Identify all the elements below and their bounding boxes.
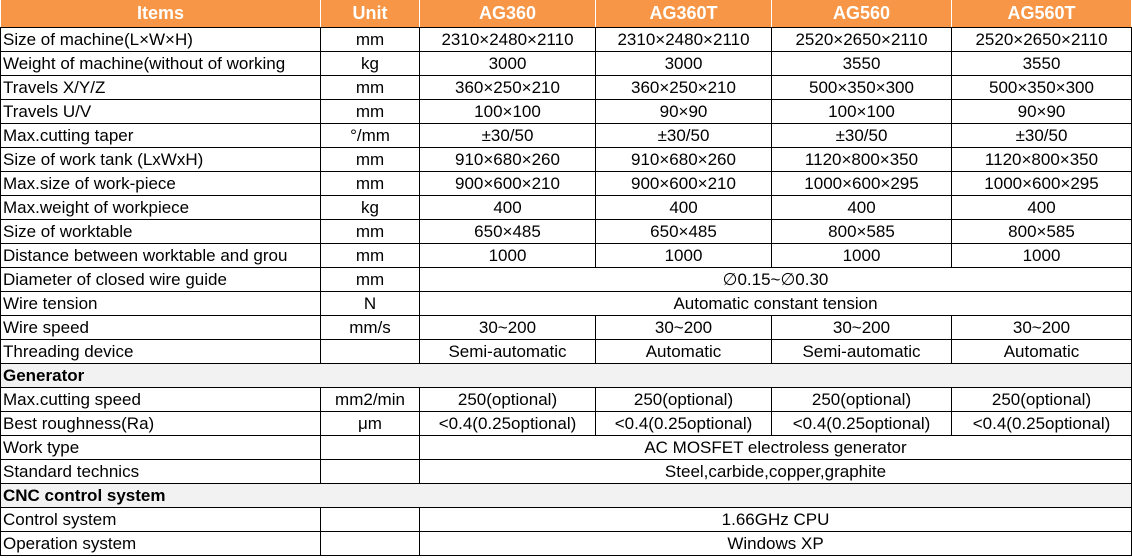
row-value: 400 [952, 196, 1132, 220]
table-row [1, 172, 1132, 196]
row-unit: kg [321, 196, 420, 220]
table-row [1, 100, 1132, 124]
header-unit: Unit [321, 0, 420, 28]
row-value: 3000 [596, 52, 772, 76]
row-value-all-models: Steel,carbide,copper,graphite [420, 460, 1132, 484]
row-value-all-models: AC MOSFET electroless generator [420, 436, 1132, 460]
row-unit [321, 340, 420, 364]
row-value: 30~200 [772, 316, 952, 340]
row-value: 1000 [772, 244, 952, 268]
row-value: 400 [596, 196, 772, 220]
row-label: Wire tension [1, 292, 321, 316]
row-unit [321, 436, 420, 460]
row-value: 500×350×300 [952, 76, 1132, 100]
row-label: Diameter of closed wire guide [1, 268, 321, 292]
row-label: Work type [1, 436, 321, 460]
row-label: Max.weight of workpiece [1, 196, 321, 220]
row-label: Standard technics [1, 460, 321, 484]
table-row [1, 220, 1132, 244]
row-label: Size of work tank (LxWxH) [1, 148, 321, 172]
row-value: 900×600×210 [596, 172, 772, 196]
row-label: Best roughness(Ra) [1, 412, 321, 436]
row-value: 2520×2650×2110 [952, 28, 1132, 52]
table-row [1, 196, 1132, 220]
row-label: Max.cutting taper [1, 124, 321, 148]
row-value: 910×680×260 [420, 148, 596, 172]
table-row [1, 268, 1132, 292]
header-row [1, 0, 1132, 28]
row-value: ±30/50 [596, 124, 772, 148]
row-value: 100×100 [772, 100, 952, 124]
row-value: 250(optional) [596, 388, 772, 412]
row-unit [321, 532, 420, 556]
row-unit: mm [321, 28, 420, 52]
row-value: 360×250×210 [420, 76, 596, 100]
table-row [1, 508, 1132, 532]
table-row [1, 460, 1132, 484]
row-unit: mm [321, 220, 420, 244]
row-unit: mm [321, 148, 420, 172]
table-row [1, 76, 1132, 100]
row-unit [321, 508, 420, 532]
row-value: 90×90 [596, 100, 772, 124]
row-value: <0.4(0.25optional) [596, 412, 772, 436]
table-header [1, 0, 1132, 28]
row-value: 650×485 [596, 220, 772, 244]
table-row [1, 532, 1132, 556]
row-unit: μm [321, 412, 420, 436]
header-items: Items [1, 0, 321, 28]
row-value: 250(optional) [772, 388, 952, 412]
row-value: 1120×800×350 [952, 148, 1132, 172]
row-value: 30~200 [420, 316, 596, 340]
row-value: 800×585 [772, 220, 952, 244]
row-value: <0.4(0.25optional) [420, 412, 596, 436]
row-label: Travels U/V [1, 100, 321, 124]
row-value: 90×90 [952, 100, 1132, 124]
row-value: 250(optional) [952, 388, 1132, 412]
table-row [1, 28, 1132, 52]
section-generator [1, 364, 1132, 388]
row-value: 3000 [420, 52, 596, 76]
row-value: 2310×2480×2110 [596, 28, 772, 52]
row-label: Control system [1, 508, 321, 532]
row-value: 800×585 [952, 220, 1132, 244]
row-value: ±30/50 [772, 124, 952, 148]
row-value: 1000×600×295 [952, 172, 1132, 196]
section-title: Generator [1, 364, 1132, 388]
row-value: 1000 [596, 244, 772, 268]
row-value: 30~200 [596, 316, 772, 340]
row-value: 3550 [952, 52, 1132, 76]
row-label: Travels X/Y/Z [1, 76, 321, 100]
row-label: Threading device [1, 340, 321, 364]
row-label: Weight of machine(without of working [1, 52, 321, 76]
row-value: Semi-automatic [772, 340, 952, 364]
row-value: ±30/50 [952, 124, 1132, 148]
row-value: <0.4(0.25optional) [772, 412, 952, 436]
table-row [1, 52, 1132, 76]
header-model-ag360: AG360 [420, 0, 596, 28]
header-model-ag560: AG560 [772, 0, 952, 28]
row-label: Wire speed [1, 316, 321, 340]
table-row [1, 436, 1132, 460]
row-value: 3550 [772, 52, 952, 76]
header-model-ag360t: AG360T [596, 0, 772, 28]
row-value-all-models: 1.66GHz CPU [420, 508, 1132, 532]
row-unit: °/mm [321, 124, 420, 148]
header-model-ag560t: AG560T [952, 0, 1132, 28]
row-value: 500×350×300 [772, 76, 952, 100]
table-row [1, 292, 1132, 316]
row-value-all-models: Automatic constant tension [420, 292, 1132, 316]
row-value: 360×250×210 [596, 76, 772, 100]
row-unit [321, 460, 420, 484]
table-body [1, 28, 1132, 556]
row-value: <0.4(0.25optional) [952, 412, 1132, 436]
table-row [1, 388, 1132, 412]
row-value-all-models: Windows XP [420, 532, 1132, 556]
row-value: 250(optional) [420, 388, 596, 412]
row-unit: mm/s [321, 316, 420, 340]
row-value: Automatic [952, 340, 1132, 364]
row-unit: mm [321, 244, 420, 268]
row-label: Distance between worktable and grou [1, 244, 321, 268]
row-value: Semi-automatic [420, 340, 596, 364]
row-unit: mm [321, 76, 420, 100]
table-row [1, 316, 1132, 340]
row-value-all-models: ∅0.15~∅0.30 [420, 268, 1132, 292]
row-value: 650×485 [420, 220, 596, 244]
row-value: 900×600×210 [420, 172, 596, 196]
table-row [1, 148, 1132, 172]
table-row [1, 412, 1132, 436]
table-row [1, 124, 1132, 148]
row-value: Automatic [596, 340, 772, 364]
row-value: 400 [420, 196, 596, 220]
row-value: 910×680×260 [596, 148, 772, 172]
row-unit: mm [321, 268, 420, 292]
row-value: 2520×2650×2110 [772, 28, 952, 52]
row-value: 100×100 [420, 100, 596, 124]
row-value: 1000×600×295 [772, 172, 952, 196]
row-unit: N [321, 292, 420, 316]
row-value: 1000 [420, 244, 596, 268]
row-value: ±30/50 [420, 124, 596, 148]
row-unit: kg [321, 52, 420, 76]
row-label: Operation system [1, 532, 321, 556]
table-row [1, 340, 1132, 364]
row-value: 1000 [952, 244, 1132, 268]
row-label: Size of machine(L×W×H) [1, 28, 321, 52]
section-title: CNC control system [1, 484, 1132, 508]
row-unit: mm2/min [321, 388, 420, 412]
row-label: Max.cutting speed [1, 388, 321, 412]
section-cnc-control-system [1, 484, 1132, 508]
row-label: Size of worktable [1, 220, 321, 244]
row-value: 30~200 [952, 316, 1132, 340]
row-unit: mm [321, 172, 420, 196]
row-label: Max.size of work-piece [1, 172, 321, 196]
row-value: 2310×2480×2110 [420, 28, 596, 52]
table-row [1, 244, 1132, 268]
row-value: 400 [772, 196, 952, 220]
row-value: 1120×800×350 [772, 148, 952, 172]
row-unit: mm [321, 100, 420, 124]
